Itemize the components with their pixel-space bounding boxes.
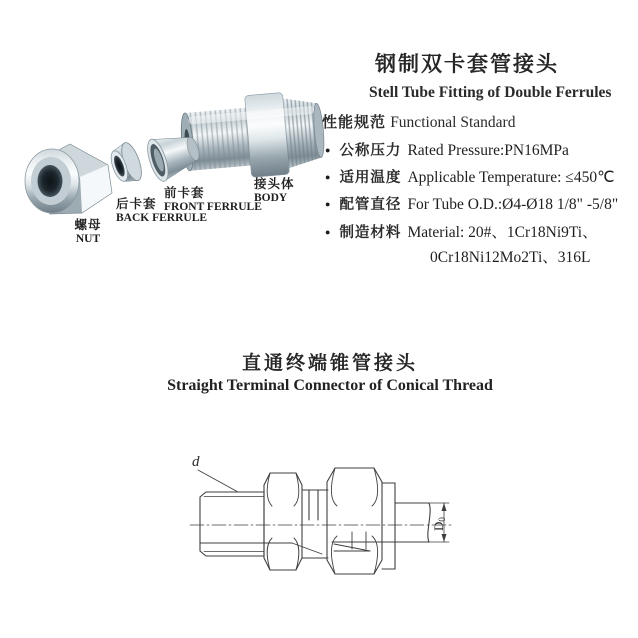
spec-bullet-pressure <box>325 139 569 160</box>
tube-diameter-label: D0 <box>431 517 447 531</box>
body-label-en: BODY <box>254 191 288 204</box>
product-title-en: Stell Tube Fitting of Double Ferrules <box>369 84 612 101</box>
functional-standard-en: Functional Standard <box>390 114 516 131</box>
nut-part <box>25 144 112 214</box>
bullet-icon: ● <box>325 227 331 237</box>
functional-standard-heading <box>322 111 515 132</box>
functional-standard-cn: 性能规范 <box>322 114 387 131</box>
back-ferrule-part <box>106 140 145 187</box>
front-ferrule-label <box>164 187 262 213</box>
body-hex <box>264 473 302 570</box>
bullet-icon: ● <box>325 172 331 182</box>
dimension-arrow-up <box>442 503 447 511</box>
spec-pressure-cn: 公称压力 <box>339 143 402 159</box>
spec-material-en: Material: 20#、1Cr18Ni9Ti、 <box>407 224 598 241</box>
threaded-end <box>200 492 264 556</box>
front-ferrule-label-en: FRONT FERRULE <box>164 200 262 213</box>
spec-pressure-en: Rated Pressure:PN16MPa <box>407 142 569 159</box>
spec-tube-od-en: For Tube O.D.:Ø4-Ø18 1/8" -5/8" <box>407 196 619 213</box>
connector-title-en: Straight Terminal Connector of Conical Thread <box>167 377 493 394</box>
bullet-icon: ● <box>325 199 331 209</box>
spec-temperature-en: Applicable Temperature: ≤450℃ <box>407 169 615 186</box>
nut-hex <box>327 468 382 574</box>
bullet-icon: ● <box>325 145 331 155</box>
spec-bullet-temperature <box>325 166 614 187</box>
tube <box>332 503 430 542</box>
spec-temperature-cn: 适用温度 <box>339 170 402 186</box>
body-part <box>178 89 325 183</box>
collar <box>382 483 395 569</box>
technical-drawing <box>182 448 462 598</box>
spec-tube-od-cn: 配管直径 <box>339 197 402 213</box>
connector-line-drawing <box>182 448 462 598</box>
body-label <box>254 178 295 204</box>
product-photo <box>20 85 325 260</box>
spec-bullet-material <box>325 220 598 242</box>
dimension-arrow-down <box>442 534 447 542</box>
connector-title-cn: 直通终端锥管接头 <box>241 353 418 374</box>
body-label-cn: 接头体 <box>254 177 295 191</box>
bore-section-detail <box>200 532 370 554</box>
d-leader-line <box>198 470 238 492</box>
thread-dimension-label: d <box>192 454 200 470</box>
nut-label-en: NUT <box>75 232 101 245</box>
front-ferrule-label-cn: 前卡套 <box>164 186 205 200</box>
product-title-cn: 钢制双卡套管接头 <box>375 53 559 76</box>
spec-bullet-tube-od <box>325 193 618 214</box>
back-ferrule-label-en: BACK FERRULE <box>116 211 208 224</box>
spec-material-cn: 制造材料 <box>339 225 402 241</box>
nut-label <box>58 219 118 245</box>
back-ferrule-label-cn: 后卡套 <box>116 197 157 211</box>
nut-label-cn: 螺母 <box>74 218 102 232</box>
spec-material-continuation: 0Cr18Ni12Mo2Ti、316L <box>430 249 591 266</box>
